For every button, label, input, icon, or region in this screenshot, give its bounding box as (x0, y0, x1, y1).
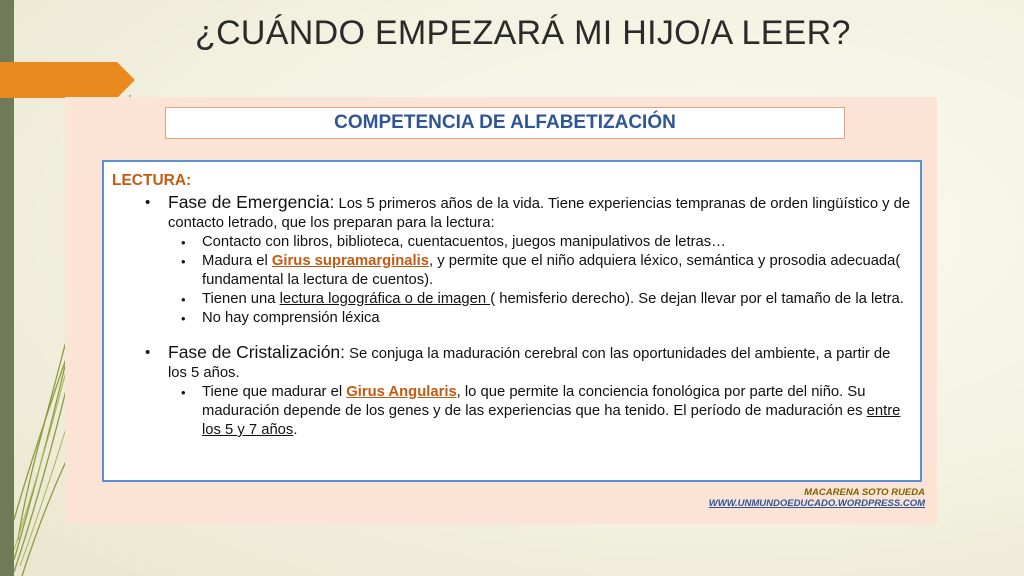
reading-content-box (102, 160, 922, 482)
orange-arrow-tab (0, 62, 135, 98)
author-credit (709, 487, 925, 509)
phase-description: Los 5 primeros años de la vida. Tiene experiencias tempranas de orden lingüístico y de contacto letrado, que los preparan para la lectura: (168, 196, 911, 231)
bullet-icon: • (145, 344, 151, 361)
list-item (112, 233, 912, 252)
phase-cristalizacion (112, 343, 912, 383)
section-title: LECTURA: (112, 172, 192, 189)
panel-heading: COMPETENCIA DE ALFABETIZACIÓN (165, 107, 845, 139)
bullet-icon: • (181, 311, 186, 326)
list-item-text: ( hemisferio derecho). Se dejan llevar por el tamaño de la letra. (490, 291, 904, 307)
list-item-text: , y permite que el niño adquiera léxico, semántica y prosodia adecuada( fundamental la lectura de cuentos). (202, 253, 901, 288)
list-item-text: , lo que permite la conciencia fonológica por parte del niño. Su maduración depende de los genes y de las experiencias que ha tenido. El período de maduración es (202, 384, 867, 419)
list-item (112, 252, 912, 290)
list-item-text: . (293, 422, 298, 438)
list-item-text: No hay comprensión léxica (202, 310, 380, 326)
list-item-text: Tiene que madurar el (202, 384, 347, 400)
underlined-term: entre los 5 y 7 años (202, 403, 901, 438)
underlined-term: lectura logográfica o de imagen (279, 291, 491, 307)
list-item (112, 383, 912, 440)
author-name: MACARENA SOTO RUEDA (804, 487, 925, 498)
content-panel (65, 97, 937, 524)
list-item (112, 290, 912, 309)
list-item (112, 309, 912, 328)
bullet-icon: • (181, 235, 186, 250)
girus-supramarginalis-link[interactable]: Girus supramarginalis (271, 253, 429, 269)
phase-separator: : (329, 192, 335, 212)
phase-description: Se conjuga la maduración cerebral con las oportunidades del ambiente, a partir de los 5 años. (168, 346, 891, 381)
website-link[interactable]: WWW.UNMUNDOEDUCADO.WORDPRESS.COM (708, 498, 925, 509)
phase-name: Fase de Cristalización: (168, 342, 346, 362)
phase-name: Fase de Emergencia (168, 192, 330, 212)
bullet-icon: • (181, 385, 186, 400)
bullet-icon: • (181, 292, 186, 307)
slide-title: ¿CUÁNDO EMPEZARÁ MI HIJO/A LEER? (195, 14, 851, 52)
list-item-text: Tienen una (202, 291, 280, 307)
phase-emergencia (112, 193, 912, 233)
list-item-text: Contacto con libros, biblioteca, cuentacuentos, juegos manipulativos de letras… (202, 234, 726, 250)
girus-angularis-link[interactable]: Girus Angularis (346, 384, 457, 400)
bullet-icon: • (145, 194, 151, 211)
list-item-text: Madura el (202, 253, 272, 269)
bullet-icon: • (181, 254, 186, 269)
